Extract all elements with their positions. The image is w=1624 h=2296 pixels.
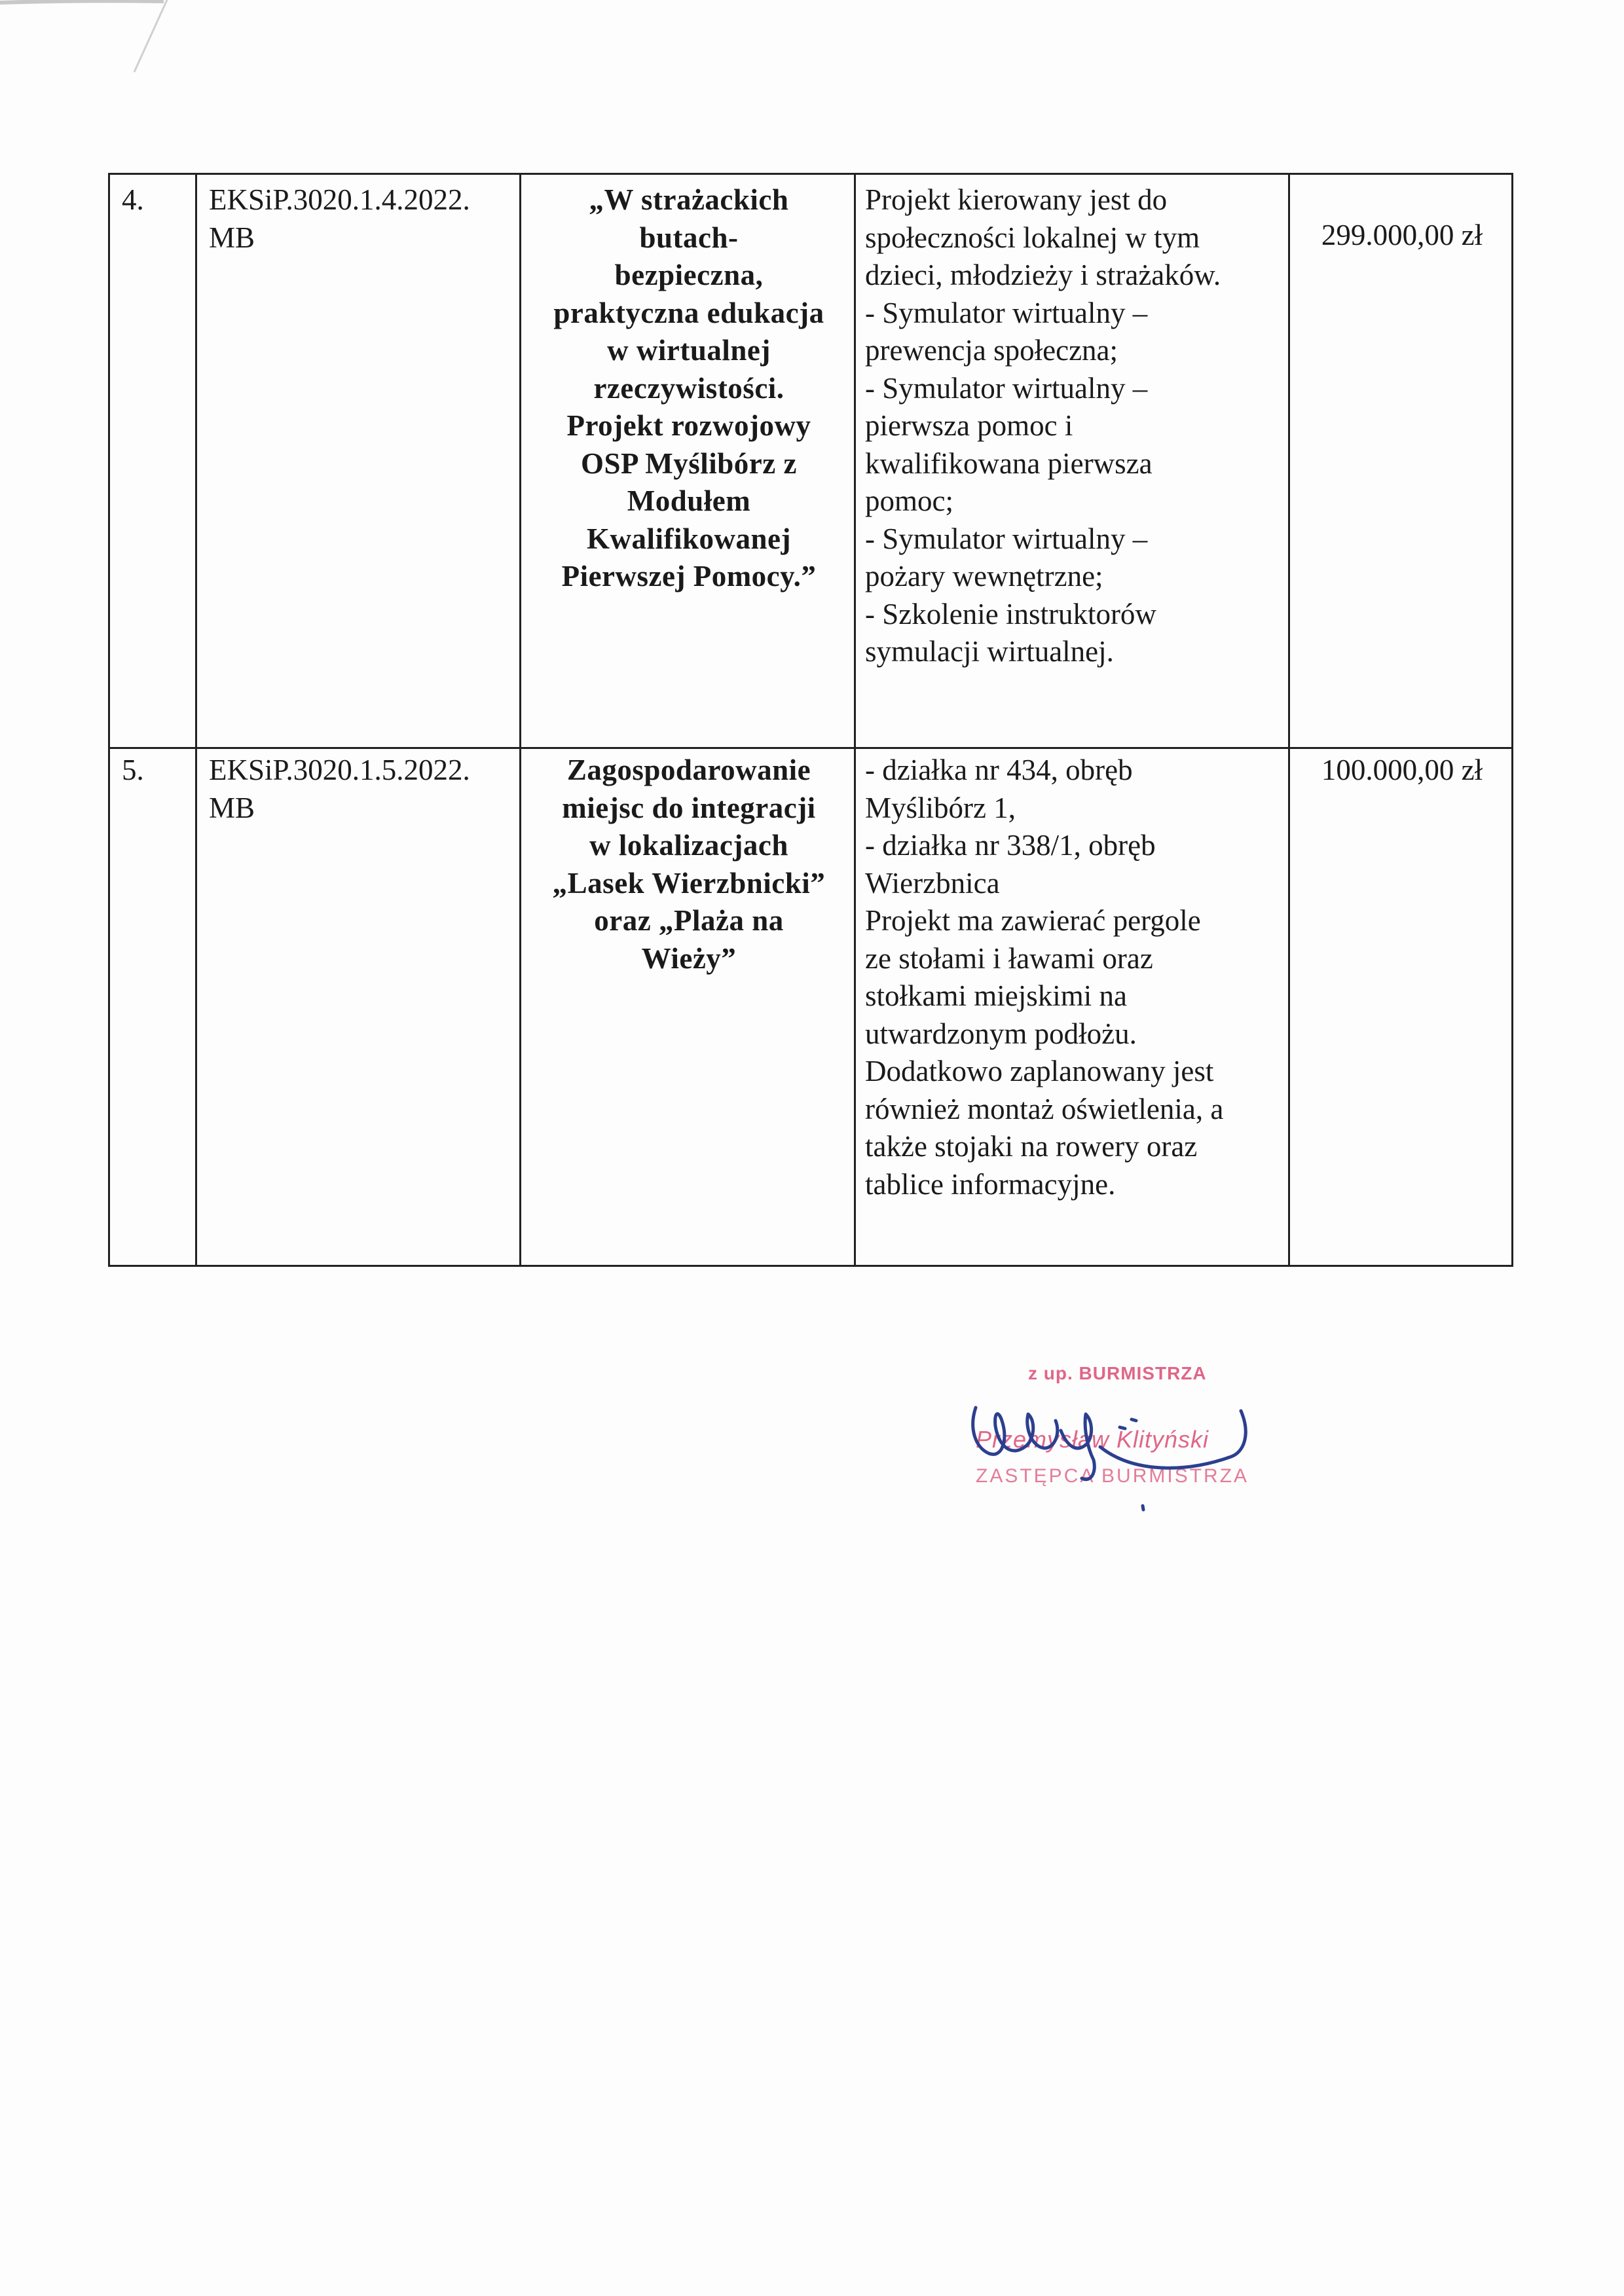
row-number: 5. xyxy=(109,748,196,1266)
case-signature xyxy=(196,748,521,1266)
project-description-line: Projekt ma zawierać pergole xyxy=(865,904,1201,937)
project-title-line: Wieży” xyxy=(641,941,737,975)
scan-edge-mark xyxy=(0,0,170,92)
stamp-line-2: Przemysław Klityński xyxy=(976,1426,1209,1453)
project-title-line: Modułem xyxy=(627,484,751,517)
project-description-line: symulacji wirtualnej. xyxy=(865,635,1114,668)
project-title-line: w lokalizacjach xyxy=(589,829,788,862)
project-description-line: ze stołami i ławami oraz xyxy=(865,941,1153,975)
project-title-line: butach- xyxy=(639,221,739,254)
project-title-line: Zagospodarowanie xyxy=(566,754,811,786)
project-title-line: bezpieczna, xyxy=(614,259,764,291)
project-description-line: - Szkolenie instruktorów xyxy=(865,597,1156,630)
project-title-line: Pierwszej Pomocy.” xyxy=(561,560,817,592)
project-title-line: „Lasek Wierzbnicki” xyxy=(552,866,826,900)
project-title xyxy=(521,174,855,748)
project-title-line: „W strażackich xyxy=(589,183,789,216)
project-description-line: utwardzonym podłożu. xyxy=(865,1017,1137,1050)
case-signature-line: MB xyxy=(209,791,255,824)
case-signature xyxy=(196,174,521,748)
project-description-line: - Symulator wirtualny – xyxy=(865,296,1148,329)
stamp-line-1: z up. BURMISTRZA xyxy=(1028,1363,1207,1383)
project-title-line: rzeczywistości. xyxy=(593,371,784,405)
project-description-line: Wierzbnica xyxy=(865,866,1000,900)
table-row xyxy=(109,748,1513,1266)
case-signature-line: MB xyxy=(209,221,255,254)
project-title-line: praktyczna edukacja xyxy=(553,296,824,329)
project-description-line: - Symulator wirtualny – xyxy=(865,371,1148,405)
case-signature-line: EKSiP.3020.1.5.2022. xyxy=(209,754,470,786)
project-title-line: OSP Myślibórz z xyxy=(581,446,797,480)
case-signature-line: EKSiP.3020.1.4.2022. xyxy=(209,183,470,216)
project-description-line: dzieci, młodzieży i strażaków. xyxy=(865,259,1221,291)
project-description-line: - działka nr 434, obręb xyxy=(865,754,1133,786)
table-row xyxy=(109,174,1513,748)
project-title-line: Projekt rozwojowy xyxy=(566,409,811,442)
project-description-line: Myślibórz 1, xyxy=(865,791,1016,824)
project-title-line: w wirtualnej xyxy=(607,334,771,367)
project-description-line: pomoc; xyxy=(865,484,953,517)
project-title-line: miejsc do integracji xyxy=(562,791,816,824)
project-description-line: społeczności lokalnej w tym xyxy=(865,221,1200,254)
project-amount: 100.000,00 zł xyxy=(1289,748,1513,1266)
projects-table-body xyxy=(109,174,1513,1266)
project-description-line: Dodatkowo zaplanowany jest xyxy=(865,1055,1214,1087)
project-title-line: oraz „Plaża na xyxy=(594,904,784,937)
project-description-line: - Symulator wirtualny – xyxy=(865,522,1148,555)
project-description xyxy=(855,174,1289,748)
project-description-line: także stojaki na rowery oraz xyxy=(865,1130,1198,1163)
projects-table xyxy=(108,173,1513,1267)
project-description-line: Projekt kierowany jest do xyxy=(865,183,1168,216)
project-description-line: również montaż oświetlenia, a xyxy=(865,1092,1224,1125)
handwritten-signature xyxy=(963,1349,1277,1532)
project-description-line: prewencja społeczna; xyxy=(865,334,1118,367)
project-amount: 299.000,00 zł xyxy=(1289,174,1513,748)
project-title xyxy=(521,748,855,1266)
stamp-line-3: ZASTĘPCA BURMISTRZA xyxy=(976,1465,1249,1487)
project-description-line: tablice informacyjne. xyxy=(865,1167,1116,1201)
project-description-line: - działka nr 338/1, obręb xyxy=(865,829,1156,862)
project-title-line: Kwalifikowanej xyxy=(586,522,791,555)
project-description xyxy=(855,748,1289,1266)
official-stamp xyxy=(963,1349,1277,1532)
project-description-line: pożary wewnętrzne; xyxy=(865,560,1103,592)
project-description-line: pierwsza pomoc i xyxy=(865,409,1073,442)
project-description-line: kwalifikowana pierwsza xyxy=(865,446,1153,480)
row-number: 4. xyxy=(109,174,196,748)
project-description-line: stołkami miejskimi na xyxy=(865,979,1127,1012)
